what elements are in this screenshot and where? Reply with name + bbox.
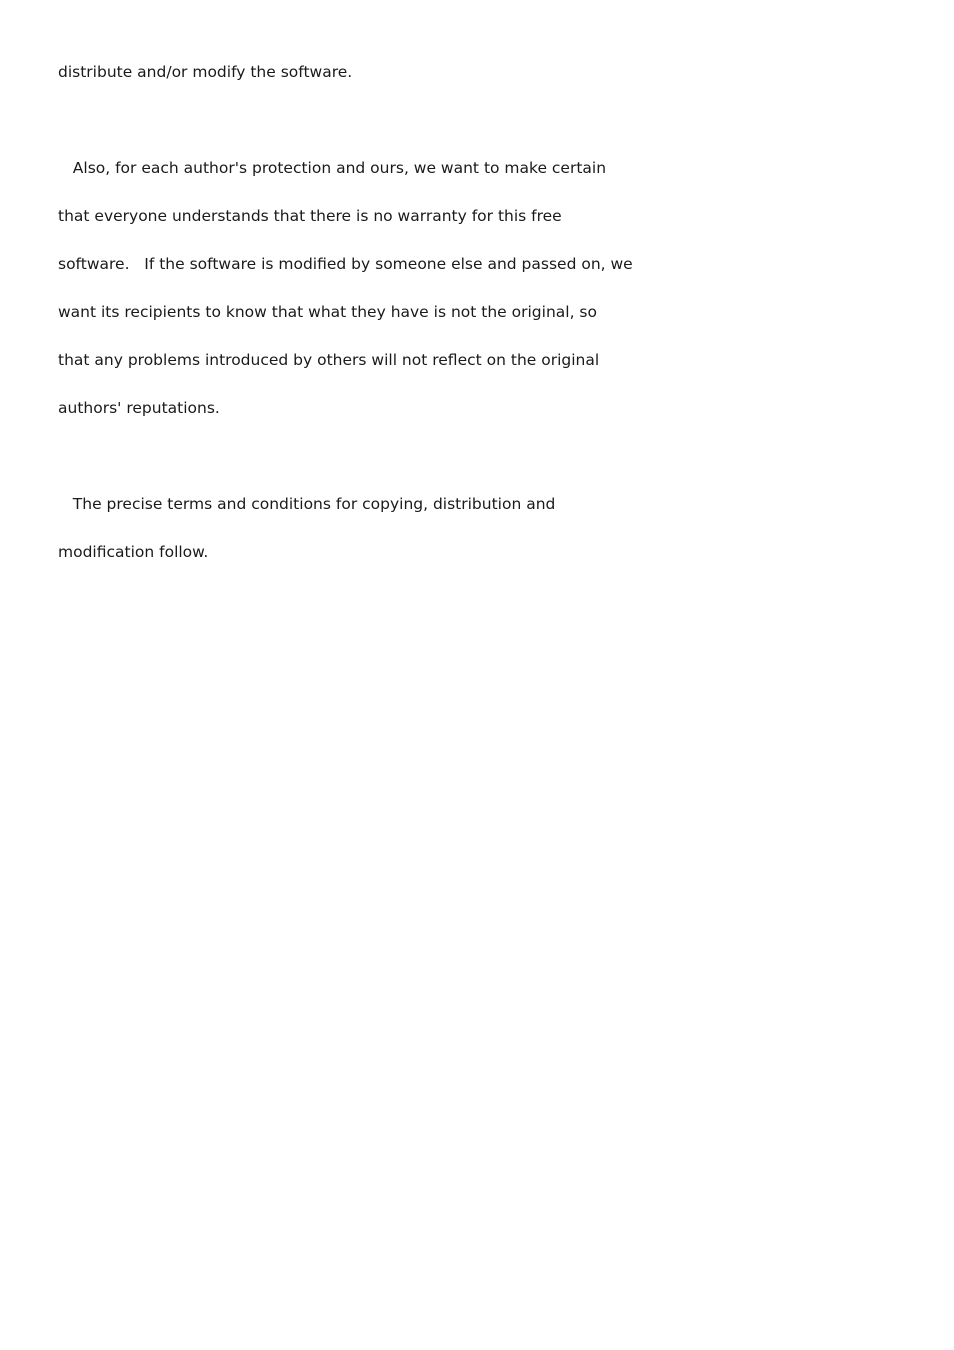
paragraph-terms: [58, 490, 898, 586]
text-line: distribute and/or modify the software.: [58, 63, 353, 81]
paragraph-spacer: [58, 106, 898, 154]
paragraph-warranty: [58, 154, 898, 442]
text-line: that everyone understands that there is no warranty for this free: [58, 207, 562, 225]
text-line: software. If the software is modified by someone else and passed on, we: [58, 255, 633, 273]
text-line: modification follow.: [58, 543, 209, 561]
text-line: want its recipients to know that what they have is not the original, so: [58, 303, 597, 321]
document-body: [58, 58, 898, 586]
text-line: that any problems introduced by others will not reflect on the original: [58, 351, 600, 369]
text-line: Also, for each author's protection and ours, we want to make certain: [58, 159, 607, 177]
paragraph-spacer: [58, 442, 898, 490]
text-line: The precise terms and conditions for copying, distribution and: [58, 495, 556, 513]
paragraph-distribute: [58, 58, 898, 106]
text-line: authors' reputations.: [58, 399, 220, 417]
